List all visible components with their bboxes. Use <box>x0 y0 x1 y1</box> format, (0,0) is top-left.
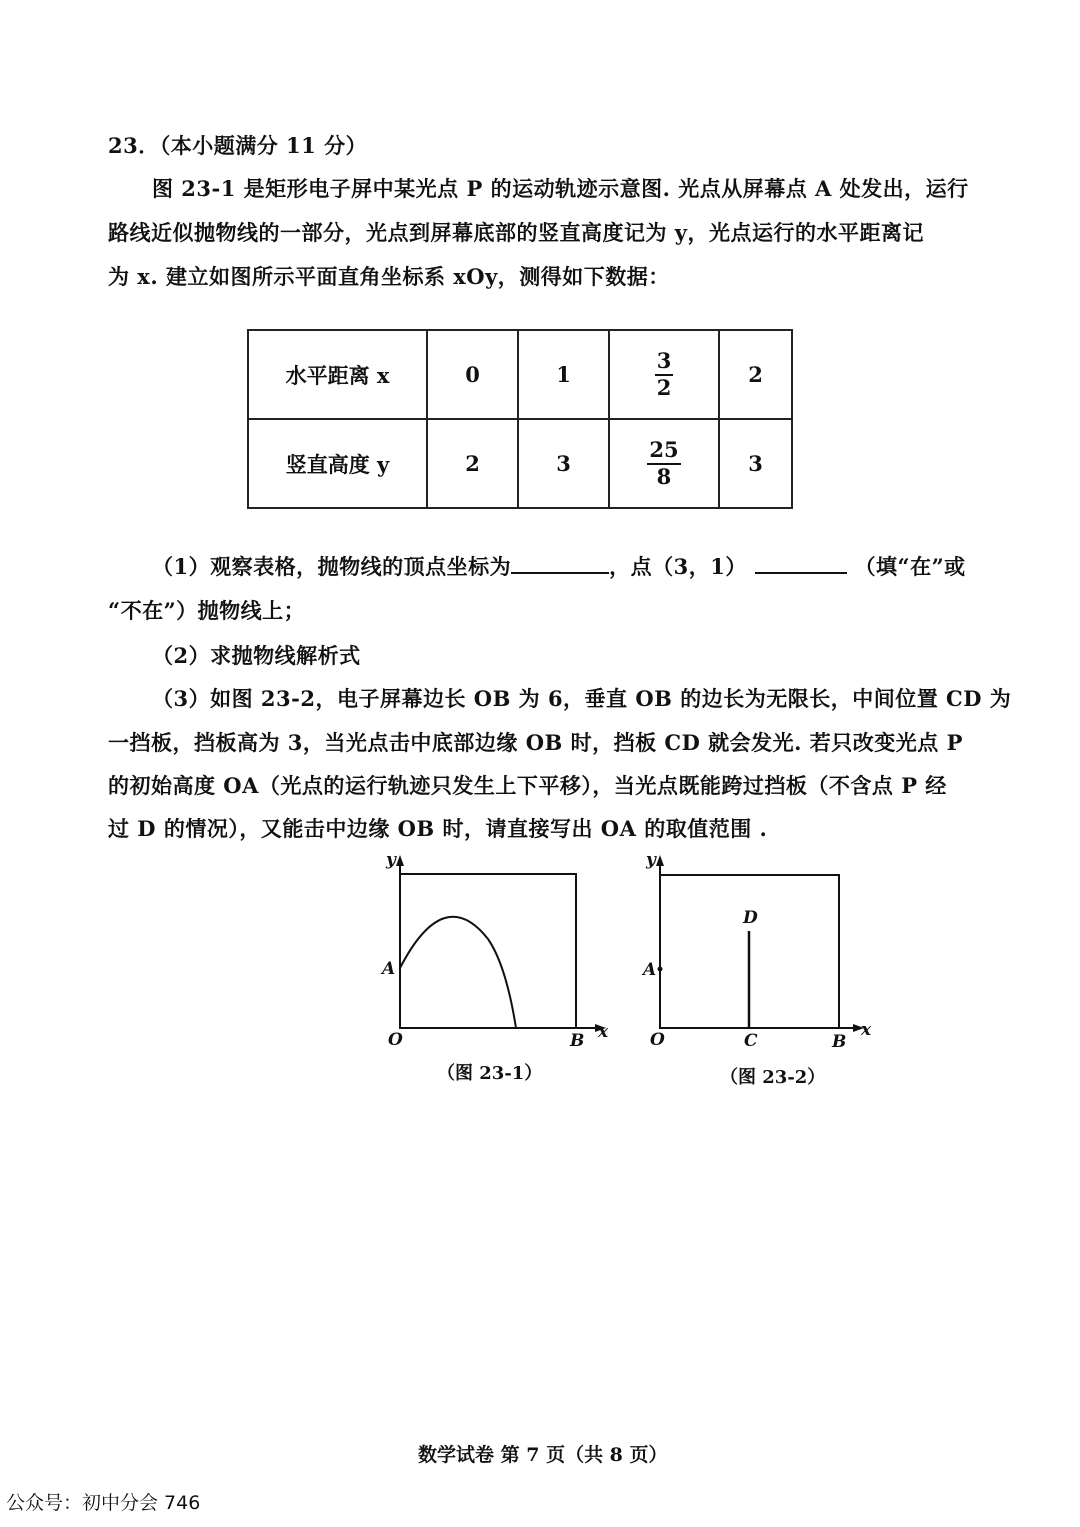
fig2-label-C: C <box>744 1031 758 1051</box>
fig1-label-B: B <box>570 1031 585 1051</box>
fig2-label-y: y <box>646 850 656 870</box>
fig2-label-D: D <box>743 908 758 928</box>
page-footer: 数学试卷 第 7 页（共 8 页） <box>418 1444 668 1466</box>
row-x-label: 水平距离 x <box>248 330 427 419</box>
row-y-label: 竖直高度 y <box>248 419 427 508</box>
x-cell-0: 0 <box>427 330 518 419</box>
y-cell-0: 2 <box>427 419 518 508</box>
x-cell-3: 2 <box>719 330 792 419</box>
answer-blank-point[interactable] <box>755 552 847 574</box>
part2-line: （2）求抛物线解析式 <box>152 643 361 668</box>
y-cell-frac <box>609 419 719 508</box>
y-fraction-numerator: 25 <box>647 438 680 464</box>
figure-23-1 <box>370 845 620 1055</box>
fig2-point-A <box>658 967 663 972</box>
fig1-screen-rect <box>400 874 576 1028</box>
data-table <box>247 329 793 509</box>
figure-23-2 <box>640 845 880 1055</box>
fig1-label-A: A <box>382 959 396 979</box>
fig2-label-B: B <box>832 1032 847 1052</box>
fig1-parabola <box>400 917 516 1028</box>
x-fraction-denominator: 2 <box>656 374 672 400</box>
answer-blank-vertex[interactable] <box>511 552 609 574</box>
part1-text-a: （1）观察表格，抛物线的顶点坐标为 <box>152 554 512 579</box>
part1-line-1 <box>152 551 966 581</box>
fig2-y-arrow-icon <box>656 855 664 866</box>
part1-text-b: ，点（3，1） <box>609 554 747 579</box>
intro-line-1: 图 23-1 是矩形电子屏中某光点 P 的运动轨迹示意图. 光点从屏幕点 A 处发出，运行 <box>152 176 969 201</box>
x-fraction <box>655 349 674 399</box>
part3-line-2: 一挡板，挡板高为 3，当光点击中底部边缘 OB 时，挡板 CD 就会发光. 若只改变光点 P <box>108 730 963 755</box>
y-cell-1: 3 <box>518 419 609 508</box>
question-title: 23．（本小题满分 11 分） <box>108 133 368 158</box>
part3-line-1: （3）如图 23-2，电子屏幕边长 OB 为 6，垂直 OB 的边长为无限长，中间位置 CD 为 <box>152 686 1012 711</box>
part1-text-c: （填“在”或 <box>854 554 966 579</box>
figure-23-1-caption: （图 23-1） <box>437 1063 543 1084</box>
fig1-label-x: x <box>598 1022 609 1042</box>
y-fraction-denominator: 8 <box>656 463 672 489</box>
fig2-label-A: A <box>643 960 657 980</box>
fig1-label-O: O <box>388 1030 403 1050</box>
part3-line-3: 的初始高度 OA（光点的运行轨迹只发生上下平移），当光点既能跨过挡板（不含点 P 经 <box>108 773 947 798</box>
x-cell-frac <box>609 330 719 419</box>
figure-23-2-caption: （图 23-2） <box>720 1067 826 1088</box>
part3-line-4: 过 D 的情况），又能击中边缘 OB 时，请直接写出 OA 的取值范围 . <box>108 816 768 841</box>
fig2-label-x: x <box>861 1020 872 1040</box>
table-row-y <box>248 419 792 508</box>
table-row-x <box>248 330 792 419</box>
fig1-label-y: y <box>386 850 396 870</box>
fig1-y-arrow-icon <box>396 855 404 866</box>
y-fraction <box>647 438 680 488</box>
x-fraction-numerator: 3 <box>655 349 674 375</box>
y-cell-3: 3 <box>719 419 792 508</box>
fig2-label-O: O <box>650 1030 665 1050</box>
part1-line-2: “不在”）抛物线上； <box>108 598 306 623</box>
watermark: 公众号：初中分会 746 <box>6 1492 201 1514</box>
x-cell-1: 1 <box>518 330 609 419</box>
intro-line-2: 路线近似抛物线的一部分，光点到屏幕底部的竖直高度记为 y，光点运行的水平距离记 <box>108 220 925 245</box>
intro-line-3: 为 x. 建立如图所示平面直角坐标系 xOy，测得如下数据： <box>108 264 670 289</box>
